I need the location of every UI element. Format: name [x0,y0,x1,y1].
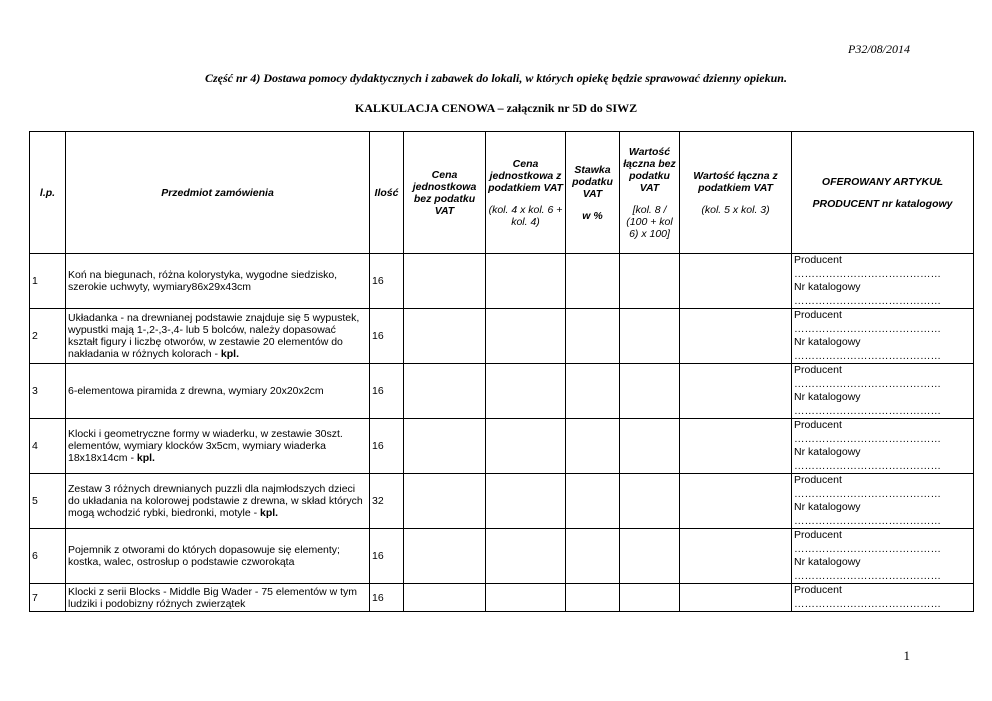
cell-net-price[interactable] [404,529,486,584]
cell-item [66,529,370,584]
producer-dots: …………………………………… [794,322,941,335]
producer-label: Producent [794,529,842,541]
item-text: 6-elementowa piramida z drewna, wymiary 20x20x2cm [68,385,324,397]
cell-gross-price[interactable] [486,529,566,584]
cell-net-total[interactable] [620,474,680,529]
cell-vat-rate[interactable] [566,529,620,584]
table-row [30,584,974,612]
item-kpl: kpl. [260,507,279,519]
col-header-offered-label: OFEROWANY ARTYKUŁ [821,175,944,188]
cell-vat-rate[interactable] [566,474,620,529]
producer-label: Producent [794,309,842,321]
col-header-net-total [620,132,680,254]
cell-item [66,419,370,474]
document-subtitle: Część nr 4) Dostawa pomocy dydaktycznych i zabawek do lokali, w których opiekę będzie sprawować dzienny opiekun. [205,71,787,85]
table-header-row [30,132,974,254]
document-reference: P32/08/2014 [848,42,910,56]
cell-vat-rate[interactable] [566,584,620,612]
col-header-qty: Ilość [370,132,404,254]
col-header-lp: l.p. [30,132,66,254]
cell-lp: 7 [30,584,66,612]
table-row [30,364,974,419]
table-row [30,474,974,529]
cell-offered[interactable] [792,254,974,309]
table-row [30,254,974,309]
item-kpl: kpl. [220,348,240,360]
cell-item [66,584,370,612]
cell-net-price[interactable] [404,419,486,474]
cell-net-total[interactable] [620,419,680,474]
cell-gross-price[interactable] [486,419,566,474]
col-header-offered-sub: PRODUCENT nr katalogowy [812,197,953,210]
item-text: Klocki i geometryczne formy w wiaderku, w zestawie 30szt. elementów, wymiary klocków 3x5cm, wymiary wiaderka 18x18x14cm - [68,428,343,464]
col-header-gross-total [680,132,792,254]
cell-net-total[interactable] [620,254,680,309]
col-header-gross-price [486,132,566,254]
item-text: Klocki z serii Blocks - Middle Big Wader - 75 elementów w tym ludziki i podobizny różnych zwierzątek [68,585,358,610]
cell-net-price[interactable] [404,584,486,612]
producer-dots: …………………………………… [794,487,941,500]
cell-lp: 4 [30,419,66,474]
item-text: Układanka - na drewnianej podstawie znajduje się 5 wypustek, wypustki mają 1-,2-,3-,4- lub 5 bolców, należy dopasować kształt figury i liczbę otworów, w zestawie 20 elementów do nakładania w różnych kolorach - [68,312,360,360]
cell-gross-total[interactable] [680,529,792,584]
cell-gross-total[interactable] [680,419,792,474]
catalog-label: Nr katalogowy [794,336,861,348]
document-title: KALKULACJA CENOWA – załącznik nr 5D do SIWZ [354,101,638,115]
table-row [30,419,974,474]
col-header-net-price: Cena jednostkowa bez podatku VAT [404,132,486,254]
col-header-offered [792,132,974,254]
col-header-gross-total-label: Wartość łączna z podatkiem VAT [693,169,778,194]
catalog-dots: …………………………………… [794,294,941,307]
cell-gross-total[interactable] [680,474,792,529]
cell-net-total[interactable] [620,529,680,584]
catalog-label: Nr katalogowy [794,391,861,403]
producer-dots: …………………………………… [794,377,941,390]
col-header-vat-rate-label: Stawka podatku VAT [572,163,613,200]
cell-gross-price[interactable] [486,364,566,419]
item-kpl: kpl. [136,452,155,464]
catalog-dots: …………………………………… [794,349,941,362]
col-header-net-total-note: [kol. 8 / (100 + kol 6) x 100] [626,203,673,240]
col-header-gross-price-label: Cena jednostkowa z podatkiem VAT [488,157,563,194]
cell-qty: 16 [370,419,404,474]
cell-lp: 6 [30,529,66,584]
cell-qty: 16 [370,584,404,612]
producer-label: Producent [794,419,842,431]
item-text: Koń na biegunach, różna kolorystyka, wygodne siedzisko, szerokie uchwyty, wymiary86x29x43cm [68,269,338,293]
cell-gross-price[interactable] [486,474,566,529]
table-row [30,309,974,364]
cell-lp: 3 [30,364,66,419]
cell-net-price[interactable] [404,254,486,309]
cell-vat-rate[interactable] [566,254,620,309]
item-text: Zestaw 3 różnych drewnianych puzzli dla najmłodszych dzieci do układania na kolorowej podstawie z drewna, w skład których mogą wchodzić rybki, biedronki, motyle - [68,483,363,519]
cell-gross-total[interactable] [680,584,792,612]
cell-vat-rate[interactable] [566,419,620,474]
cell-offered[interactable] [792,584,974,612]
producer-label: Producent [794,254,842,266]
cell-net-price[interactable] [404,474,486,529]
cell-offered[interactable] [792,364,974,419]
producer-label: Producent [794,474,842,486]
cell-offered[interactable] [792,529,974,584]
col-header-vat-rate-note: w % [582,209,603,222]
col-header-gross-total-note: (kol. 5 x kol. 3) [701,203,770,216]
col-header-gross-price-note: (kol. 4 x kol. 6 + kol. 4) [488,203,563,228]
cell-gross-total[interactable] [680,364,792,419]
cell-gross-price[interactable] [486,584,566,612]
producer-label: Producent [794,584,842,596]
cell-qty: 16 [370,254,404,309]
producer-dots: …………………………………… [794,597,941,610]
catalog-dots: …………………………………… [794,404,941,417]
cell-item [66,309,370,364]
cell-item [66,254,370,309]
cell-qty: 16 [370,529,404,584]
catalog-label: Nr katalogowy [794,281,861,293]
cell-offered[interactable] [792,419,974,474]
item-text: Pojemnik z otworami do których dopasowuje się elementy; kostka, walec, ostrosłup o podstawie czworokąta [68,544,340,568]
catalog-label: Nr katalogowy [794,556,861,568]
cell-qty: 16 [370,309,404,364]
catalog-dots: …………………………………… [794,514,941,527]
cell-qty: 32 [370,474,404,529]
cell-gross-price[interactable] [486,309,566,364]
producer-label: Producent [794,364,842,376]
cell-offered[interactable] [792,309,974,364]
catalog-label: Nr katalogowy [794,501,861,513]
cell-gross-total[interactable] [680,254,792,309]
col-header-vat-rate [566,132,620,254]
cell-net-price[interactable] [404,309,486,364]
cell-gross-total[interactable] [680,309,792,364]
cell-lp: 5 [30,474,66,529]
table-row [30,529,974,584]
catalog-label: Nr katalogowy [794,446,861,458]
producer-dots: …………………………………… [794,267,941,280]
cell-lp: 1 [30,254,66,309]
cell-vat-rate[interactable] [566,364,620,419]
cell-lp: 2 [30,309,66,364]
cell-offered[interactable] [792,474,974,529]
catalog-dots: …………………………………… [794,459,941,472]
producer-dots: …………………………………… [794,542,941,555]
price-calculation-table [29,131,974,612]
col-header-item: Przedmiot zamówienia [66,132,370,254]
catalog-dots: …………………………………… [794,569,941,582]
page-number: 1 [903,648,910,663]
producer-dots: …………………………………… [794,432,941,445]
cell-net-total[interactable] [620,364,680,419]
cell-item [66,364,370,419]
cell-gross-price[interactable] [486,254,566,309]
col-header-net-total-label: Wartość łączna bez podatku VAT [623,145,676,194]
cell-net-total[interactable] [620,584,680,612]
cell-qty: 16 [370,364,404,419]
cell-net-price[interactable] [404,364,486,419]
cell-vat-rate[interactable] [566,309,620,364]
cell-net-total[interactable] [620,309,680,364]
cell-item [66,474,370,529]
